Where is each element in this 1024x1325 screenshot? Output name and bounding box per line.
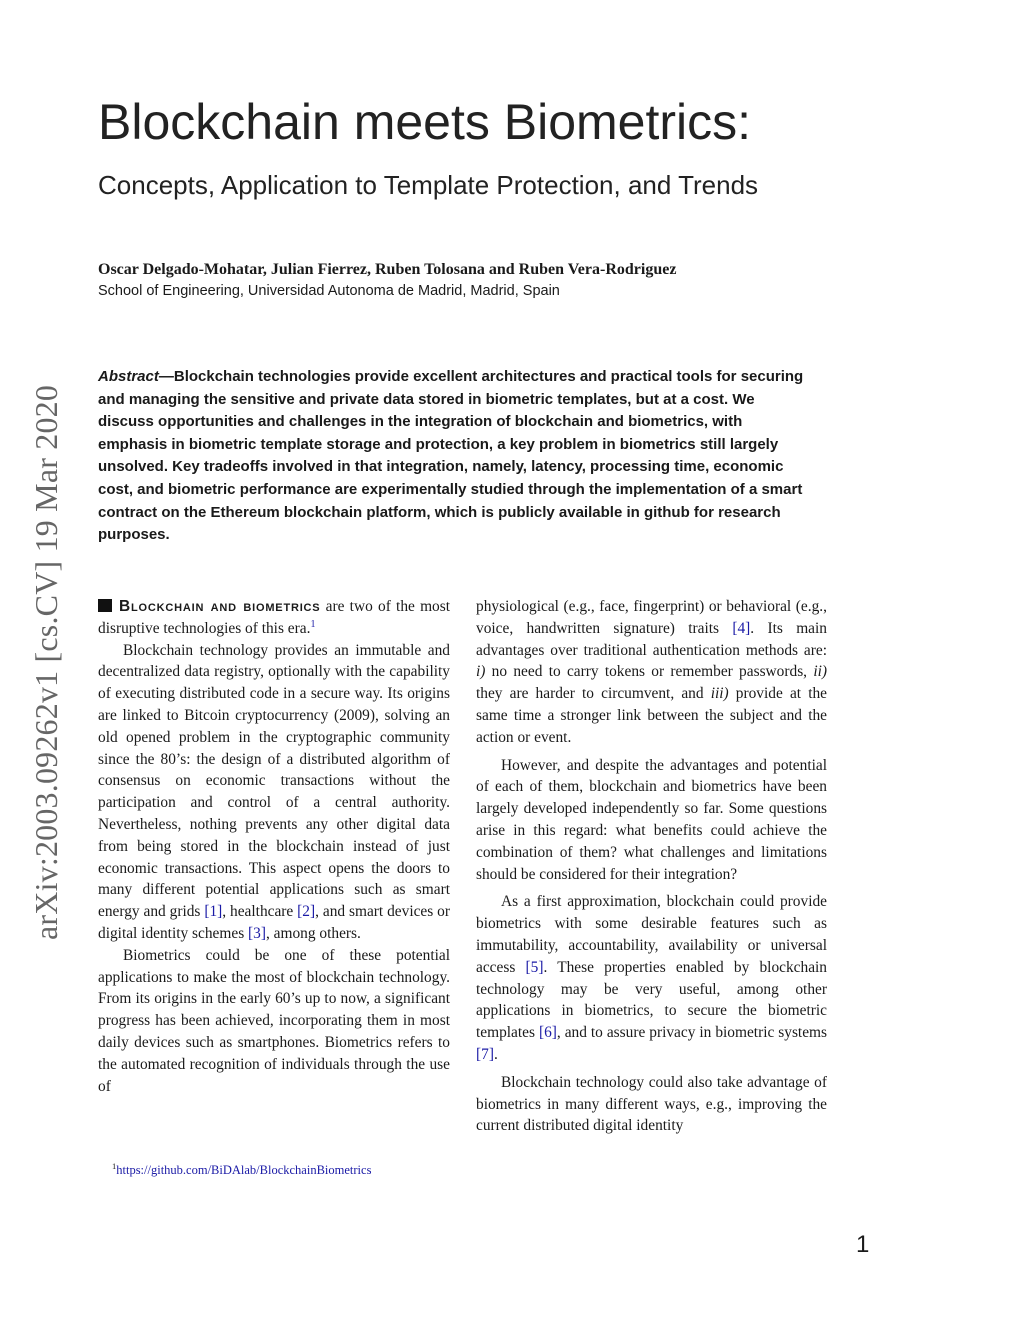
author-list: Oscar Delgado-Mohatar, Julian Fierrez, Ruben Tolosana and Ruben Vera-Rodriguez: [98, 261, 677, 278]
github-link[interactable]: https://github.com/BiDAlab/BlockchainBiometrics: [116, 1163, 372, 1177]
paper-title: Blockchain meets Biometrics:: [98, 94, 752, 150]
citation-link[interactable]: [1]: [204, 903, 223, 921]
citation-link[interactable]: [4]: [732, 619, 751, 637]
paragraph: physiological (e.g., face, fingerprint) or behavioral (e.g., voice, handwritten signature) traits [4]. Its main advantages over traditional authentication methods are: i) no need to carry tokens or remember passwords, ii) they are harder to circumvent, and iii) provide at the same time a stronger link between the subject and the action or event.: [476, 598, 827, 746]
abstract: [98, 366, 814, 547]
footnote-reference[interactable]: 1: [310, 618, 316, 630]
page-number: 1: [856, 1231, 870, 1258]
footnote-mark: 1: [112, 1161, 117, 1171]
arxiv-identifier: arXiv:2003.09262v1 [cs.CV] 19 Mar 2020: [28, 384, 64, 940]
paragraph: Blockchain and biometrics are two of the most disruptive technologies of this era.$^1$: [98, 598, 450, 637]
footnote: [112, 1158, 371, 1178]
paragraph: Blockchain technology provides an immutable and decentralized data registry, optionally with the capability of executing distributed code in a secure way. Its origins are linked to Bitcoin cryptocurrency (2009), solving an old opened problem in the cryptographic community since the 80’s: the design of a distributed algorithm of consensus on economic transactions without the participation and control of a central authority. Nevertheless, nothing prevents any other digital data from being stored in the blockchain instead of just economic transactions. This aspect opens the doors to many different potential applications such as smart energy and grids [1], healthcare [2], and smart devices or digital identity schemes [3], among others.: [98, 641, 450, 942]
author-affiliation: School of Engineering, Universidad Autonoma de Madrid, Madrid, Spain: [98, 283, 560, 299]
paragraph: Biometrics could be one of these potential applications to make the most of blockchain technology. From its origins in the early 60’s up to now, a significant progress has been achieved, incorporating them in most daily devices such as smartphones. Biometrics refers to the automated recognition of individuals through the use of: [98, 946, 450, 1095]
paragraph: However, and despite the advantages and potential of each of them, blockchain and biometrics have been largely developed independently so far. Some questions arise in this regard: what benefits could achieve the combination of them? what challenges and limitations should be considered for their integration?: [476, 756, 827, 883]
citation-link[interactable]: [3]: [248, 924, 266, 942]
citation-link[interactable]: [7]: [476, 1045, 494, 1063]
section-heading: Blockchain and biometrics: [119, 598, 321, 615]
abstract-label: Abstract: [98, 368, 159, 385]
paper-subtitle: Concepts, Application to Template Protection, and Trends: [98, 170, 759, 200]
body-column-left: [98, 596, 450, 1097]
paragraph: As a first approximation, blockchain could provide biometrics with some desirable features such as immutability, accountability, availability or universal access [5]. These properties enabled by blockchain technology may be very useful, among other applications in biometrics, to secure the biometric templates [6], and to assure privacy in biometric systems [7].: [476, 893, 828, 1063]
abstract-text: —Blockchain technologies provide excellent architectures and practical tools for securing and managing the sensitive and private data stored in biometric templates, but at a cost. We discuss opportunities and challenges in the integration of blockchain and biometrics, with emphasis in biometric template storage and protection, a key problem in biometrics still largely unsolved. Key tradeoffs involved in that integration, namely, latency, processing time, economic cost, and biometric performance are experimentally studied through the implementation of a smart contract on the Ethereum blockchain platform, which is publicly available in github for research purposes.: [98, 368, 804, 544]
citation-link[interactable]: [2]: [297, 903, 316, 921]
citation-link[interactable]: [5]: [525, 958, 544, 976]
citation-link[interactable]: [6]: [538, 1024, 557, 1042]
section-marker-icon: [98, 599, 112, 612]
body-column-right: [476, 596, 827, 1137]
paragraph: Blockchain technology could also take advantage of biometrics in many different ways, e.g., improving the current distributed digital identity: [476, 1073, 827, 1135]
